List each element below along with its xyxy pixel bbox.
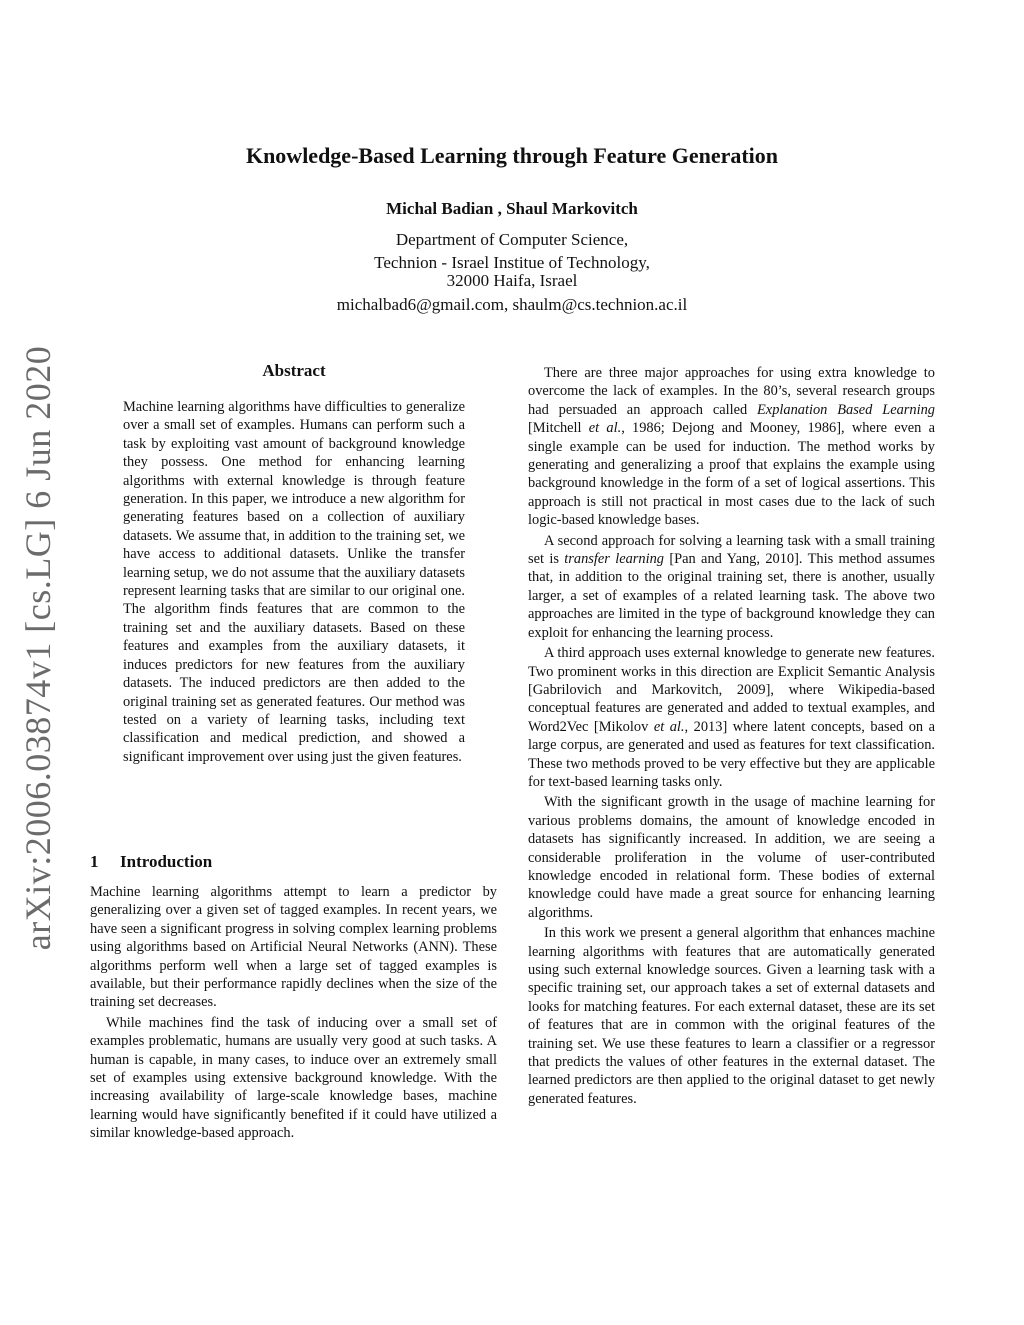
section-number: 1 (90, 852, 99, 871)
author-list: Michal Badian , Shaul Markovitch (386, 199, 638, 218)
affiliation-institute: Technion - Israel Institue of Technology, (374, 253, 650, 272)
paper-title: Knowledge-Based Learning through Feature Generation (245, 143, 779, 168)
right-paragraph-2: A second approach for solving a learning task with a small training set is transfer learning [Pan and Yang, 2010]. This method assumes that, in addition to the original training set, there is another, usually larger, a set of examples of a related learning task. The above two approaches are limited in the type of background knowledge they can exploit for enhancing the learning process. (528, 532, 935, 641)
intro-paragraph-2: While machines find the task of inducing over a small set of examples problematic, humans are usually very good at such tasks. A human is capable, in many cases, to induce over an extremely small set of examples using extensive background knowledge. With the increasing availability of large-scale knowledge bases, machine learning would have significantly benefited if it could have utilized a similar knowledge-based approach. (90, 1014, 497, 1142)
affiliation-city: 32000 Haifa, Israel (446, 271, 578, 290)
abstract-heading: Abstract (262, 361, 326, 380)
right-paragraph-4: With the significant growth in the usage of machine learning for various problems domains, the amount of knowledge encoded in datasets has significantly increased. In addition, we are seeing a considerable proliferation in the volume of user-contributed knowledge encoded in relational form. These bodies of external knowledge could have made a great source for enhancing learning algorithms. (528, 794, 935, 921)
right-paragraph-5: In this work we present a general algorithm that enhances machine learning algorithms with features that are automatically generated using such external knowledge sources. Given a learning task with a specific training set, our approach takes a set of external datasets and looks for matching features. For each external dataset, these are its set of features that are in common with the original features of the training set. We use these features to learn a classifier or a regressor that predicts the values of other features in the external dataset. The learned predictors are then applied to the original dataset to get newly generated features. (528, 925, 935, 1107)
right-paragraph-1: There are three major approaches for using extra knowledge to overcome the lack of examples. In the 80’s, several research groups had persuaded an approach called Explanation Based Learning [Mitchell et al., 1986; Dejong and Mooney, 1986], where even a single example can be used for induction. The method works by generating and generalizing a proof that explains the example using background knowledge in the form of a set of logical assertions. This approach is still not practical in most cases due to the lack of such logic-based knowledge bases. (528, 365, 935, 529)
arxiv-stamp (8, 345, 68, 951)
affiliation-department: Department of Computer Science, (395, 230, 629, 249)
section-title: Introduction (120, 852, 213, 871)
abstract-text: Machine learning algorithms have difficulties to generalize over a small set of examples. Humans can perform such a task by exploiting vast amount of background knowledge they possess. One method for enhancing learning algorithms with external knowledge is through feature generation. In this paper, we introduce a new algorithm for generating features based on a collection of auxiliary datasets. We assume that, in addition to the training set, we have access to additional datasets. Unlike the transfer learning setup, we do not assume that the auxiliary datasets represent learning tasks that are similar to our original one. The algorithm finds features that are common to the training set and the auxiliary datasets. Based on these features and examples from the auxiliary datasets, it induces predictors for new features from the auxiliary datasets. The induced predictors are then added to the original training set as generated features. Our method was tested on a variety of learning tasks, including text classification and medical prediction, and showed a significant improvement over using just the given features. (123, 399, 465, 765)
right-paragraph-3: A third approach uses external knowledge to generate new features. Two prominent works in this direction are Explicit Semantic Analysis [Gabrilovich and Markovitch, 2009], where Wikipedia-based conceptual features are generated and added to textual examples, and Word2Vec [Mikolov et al., 2013] where latent concepts, based on a large corpus, are generated and used as features for text classification. These two methods proved to be very effective but they are applicable for text-based learning tasks only. (528, 645, 935, 790)
abstract-body (123, 398, 465, 766)
arxiv-identifier: arXiv:2006.03874v1 [cs.LG] 6 Jun 2020 (18, 345, 58, 951)
author-emails: michalbad6@gmail.com, shaulm@cs.technion.ac.il (336, 295, 688, 314)
right-column-body (528, 364, 935, 1108)
intro-paragraph-1: Machine learning algorithms attempt to learn a predictor by generalizing over a given set of tagged examples. In recent years, we have seen a significant progress in solving complex learning problems using algorithms based on Artificial Neural Networks (ANN). These algorithms perform well when a large set of tagged examples is available, but their performance rapidly declines when the size of the training set decreases. (90, 884, 497, 1011)
section-heading (90, 852, 212, 872)
introduction-body (90, 883, 497, 1143)
